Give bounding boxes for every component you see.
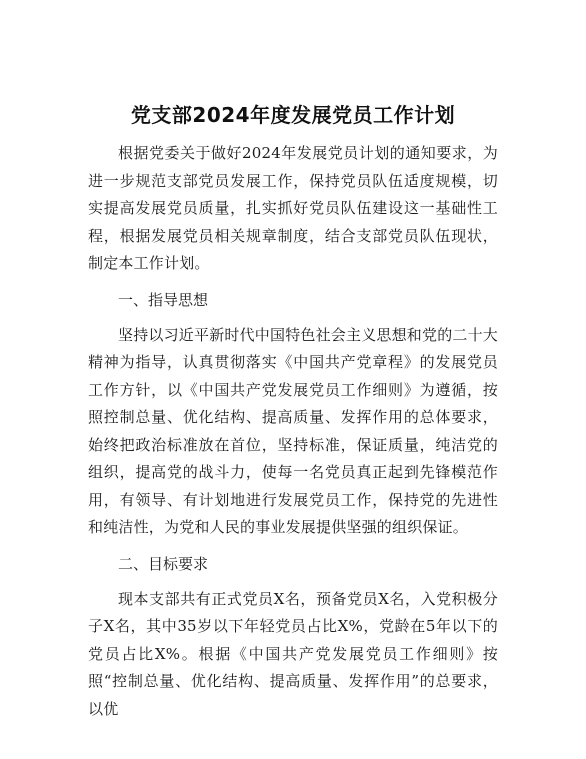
section-heading-guiding-ideology: 一、指导思想 xyxy=(118,290,209,309)
document-page xyxy=(88,100,498,731)
document-title: 党支部2024年度发展党员工作计划 xyxy=(130,103,456,127)
section-heading-goals: 二、目标要求 xyxy=(118,554,209,573)
section-body-guiding-ideology: 坚持以习近平新时代中国特色社会主义思想和党的二十大精神为指导，认真贯彻落实《中国共产党章程》的发展党员工作方针，以《中国共产党发展党员工作细则》为遵循，按照控制总量、优化结构、提高质量、发挥作用的总体要求，始终把政治标准放在首位，坚持标准，保证质量，纯洁党的组织，提高党的战斗力，使每一名党员真正起到先锋模范作用，有领导、有计划地进行发展党员工作，保持党的先进性和纯洁性，为党和人民的事业发展提供坚强的组织保证。 xyxy=(88,325,499,536)
intro-paragraph: 根据党委关于做好2024年发展党员计划的通知要求，为进一步规范支部党员发展工作，保持党员队伍适度规模，切实提高发展党员质量，扎实抓好党员队伍建设这一基础性工程，根据发展党员相关规章制度，结合支部党员队伍现状，制定本工作计划。 xyxy=(88,144,498,272)
section-body-goals: 现本支部共有正式党员X名，预备党员X名，入党积极分子X名，其中35岁以下年轻党员占比X%，党龄在5年以下的党员占比X%。根据《中国共产党发展党员工作细则》按照“控制总量、优化结构、提高质量、发挥作用”的总要求，以优 xyxy=(88,589,498,718)
